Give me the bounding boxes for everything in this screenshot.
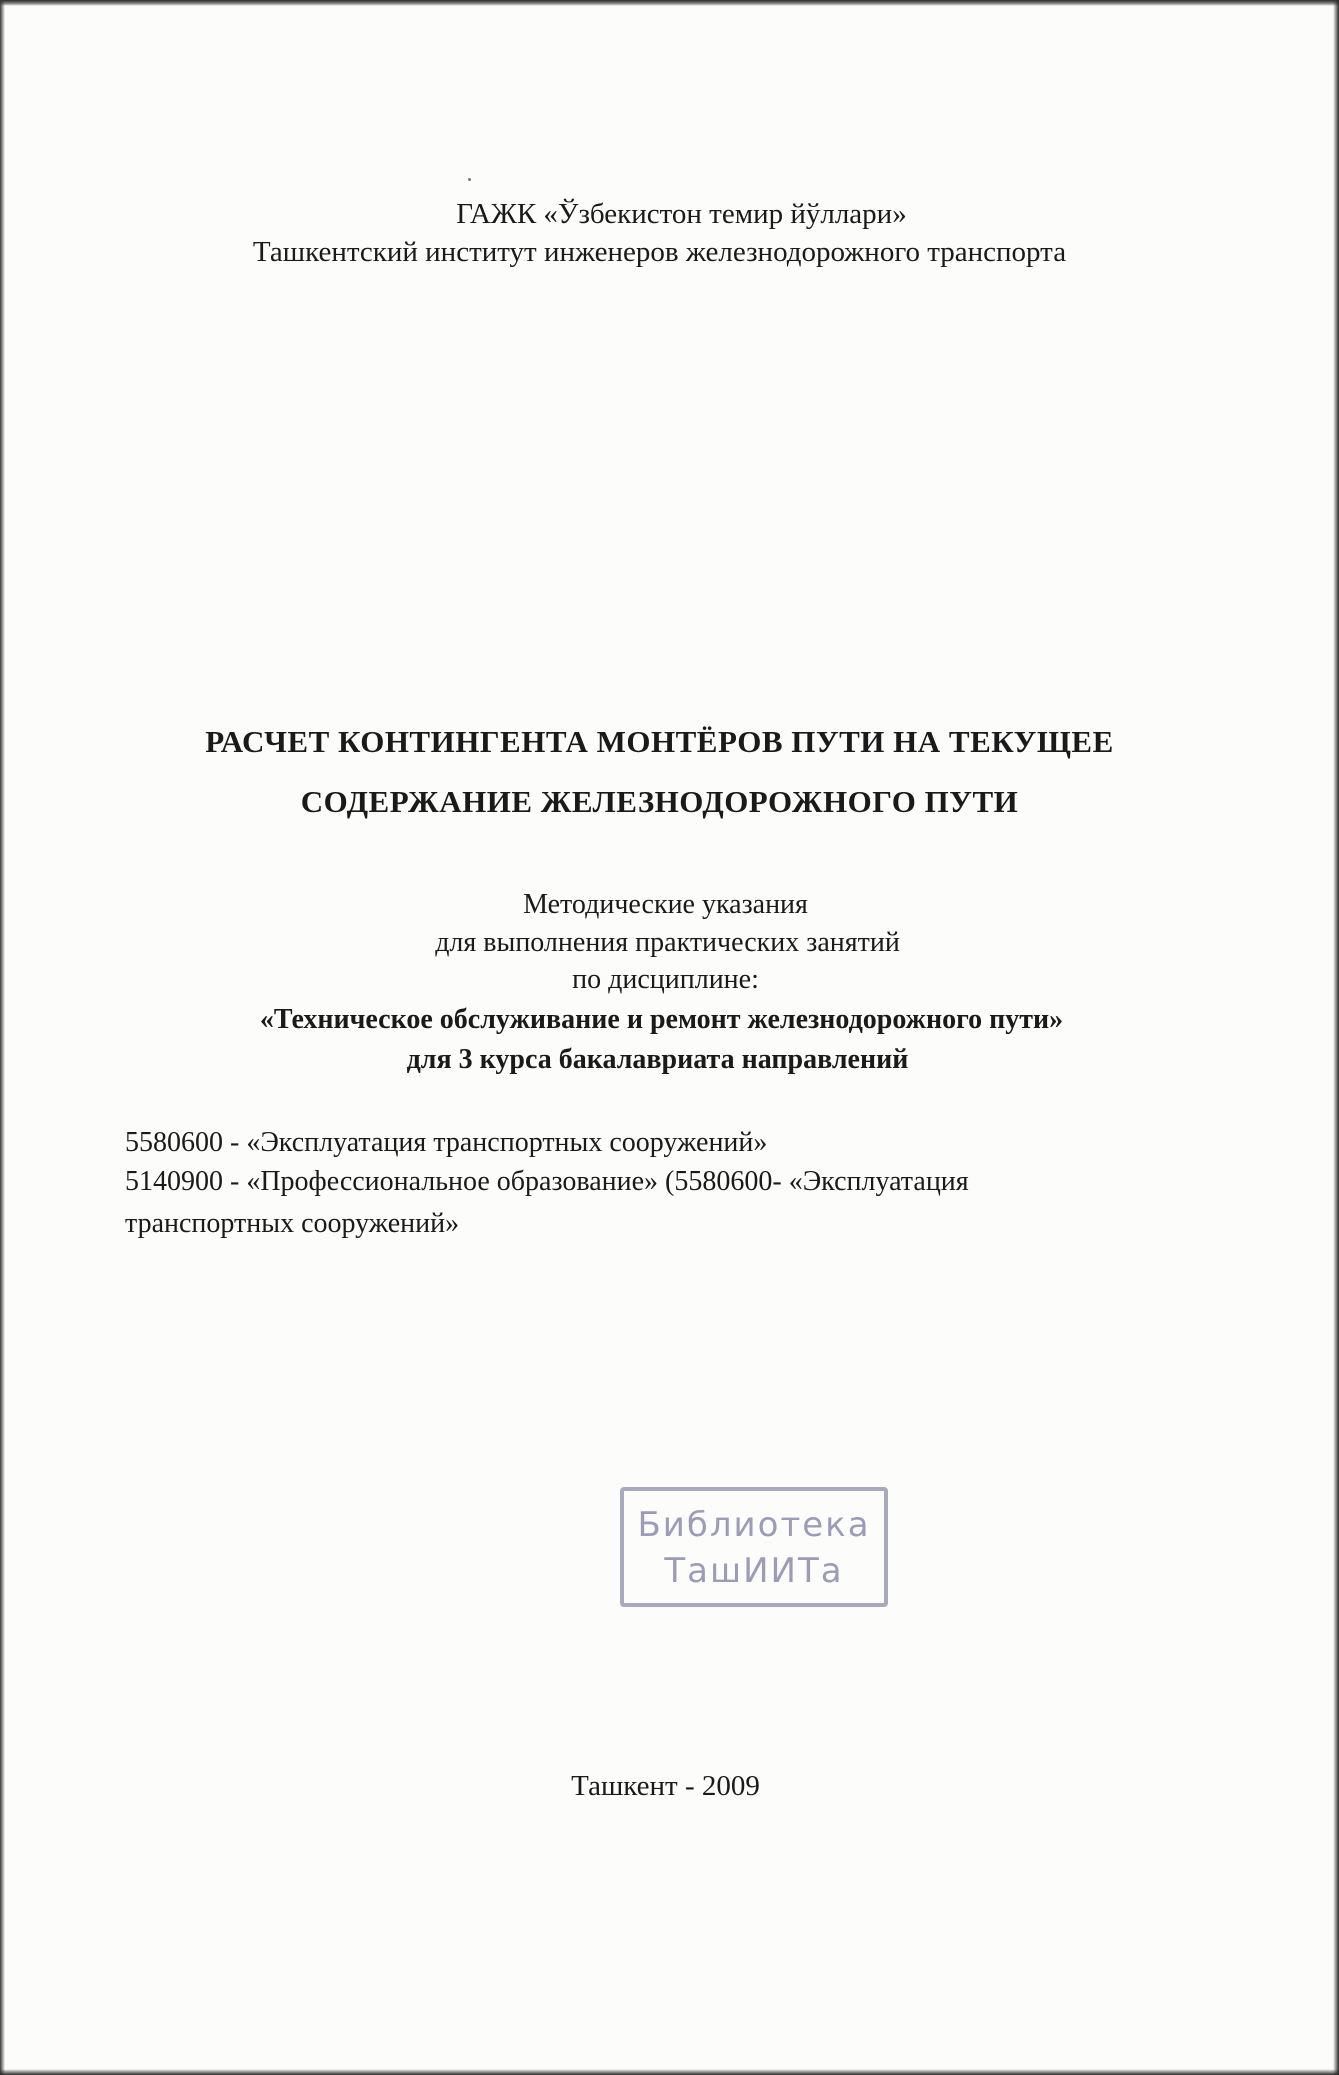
library-stamp [620,1487,888,1607]
specialty-line-1: 5580600 - «Эксплуатация транспортных сооружений» [125,1127,768,1158]
scan-edge-left [0,0,5,2075]
subtitle-line-1: Методические указания [523,889,808,920]
scan-edge-top [0,0,1339,6]
subtitle-line-2: для выполнения практических занятий [435,927,900,958]
stamp-line-2: ТашИИТа [664,1551,844,1591]
document-title-line-1: РАСЧЕТ КОНТИНГЕНТА МОНТЁРОВ ПУТИ НА ТЕКУЩЕЕ [205,724,1114,759]
city-year: Ташкент - 2009 [571,1770,760,1802]
document-title-line-2: СОДЕРЖАНИЕ ЖЕЛЕЗНОДОРОЖНОГО ПУТИ [300,784,1019,819]
scan-edge-right [1333,0,1339,2075]
scan-edge-bottom [0,2069,1339,2075]
scan-speck [468,178,471,181]
organization-name: ГАЖК «Ўзбекистон темир йўллари» [456,198,907,230]
specialty-line-3: транспортных сооружений» [125,1208,460,1239]
subtitle-line-3: по дисциплине: [572,964,759,995]
course-line: для 3 курса бакалавриата направлений [406,1044,909,1075]
specialty-line-2: 5140900 - «Профессиональное образование» (5580600- «Эксплуатация [125,1166,969,1197]
institute-name: Ташкентский институт инженеров железнодорожного транспорта [252,236,1067,268]
discipline-name: «Техническое обслуживание и ремонт железнодорожного пути» [259,1004,1064,1035]
stamp-line-1: Библиотека [637,1505,871,1545]
